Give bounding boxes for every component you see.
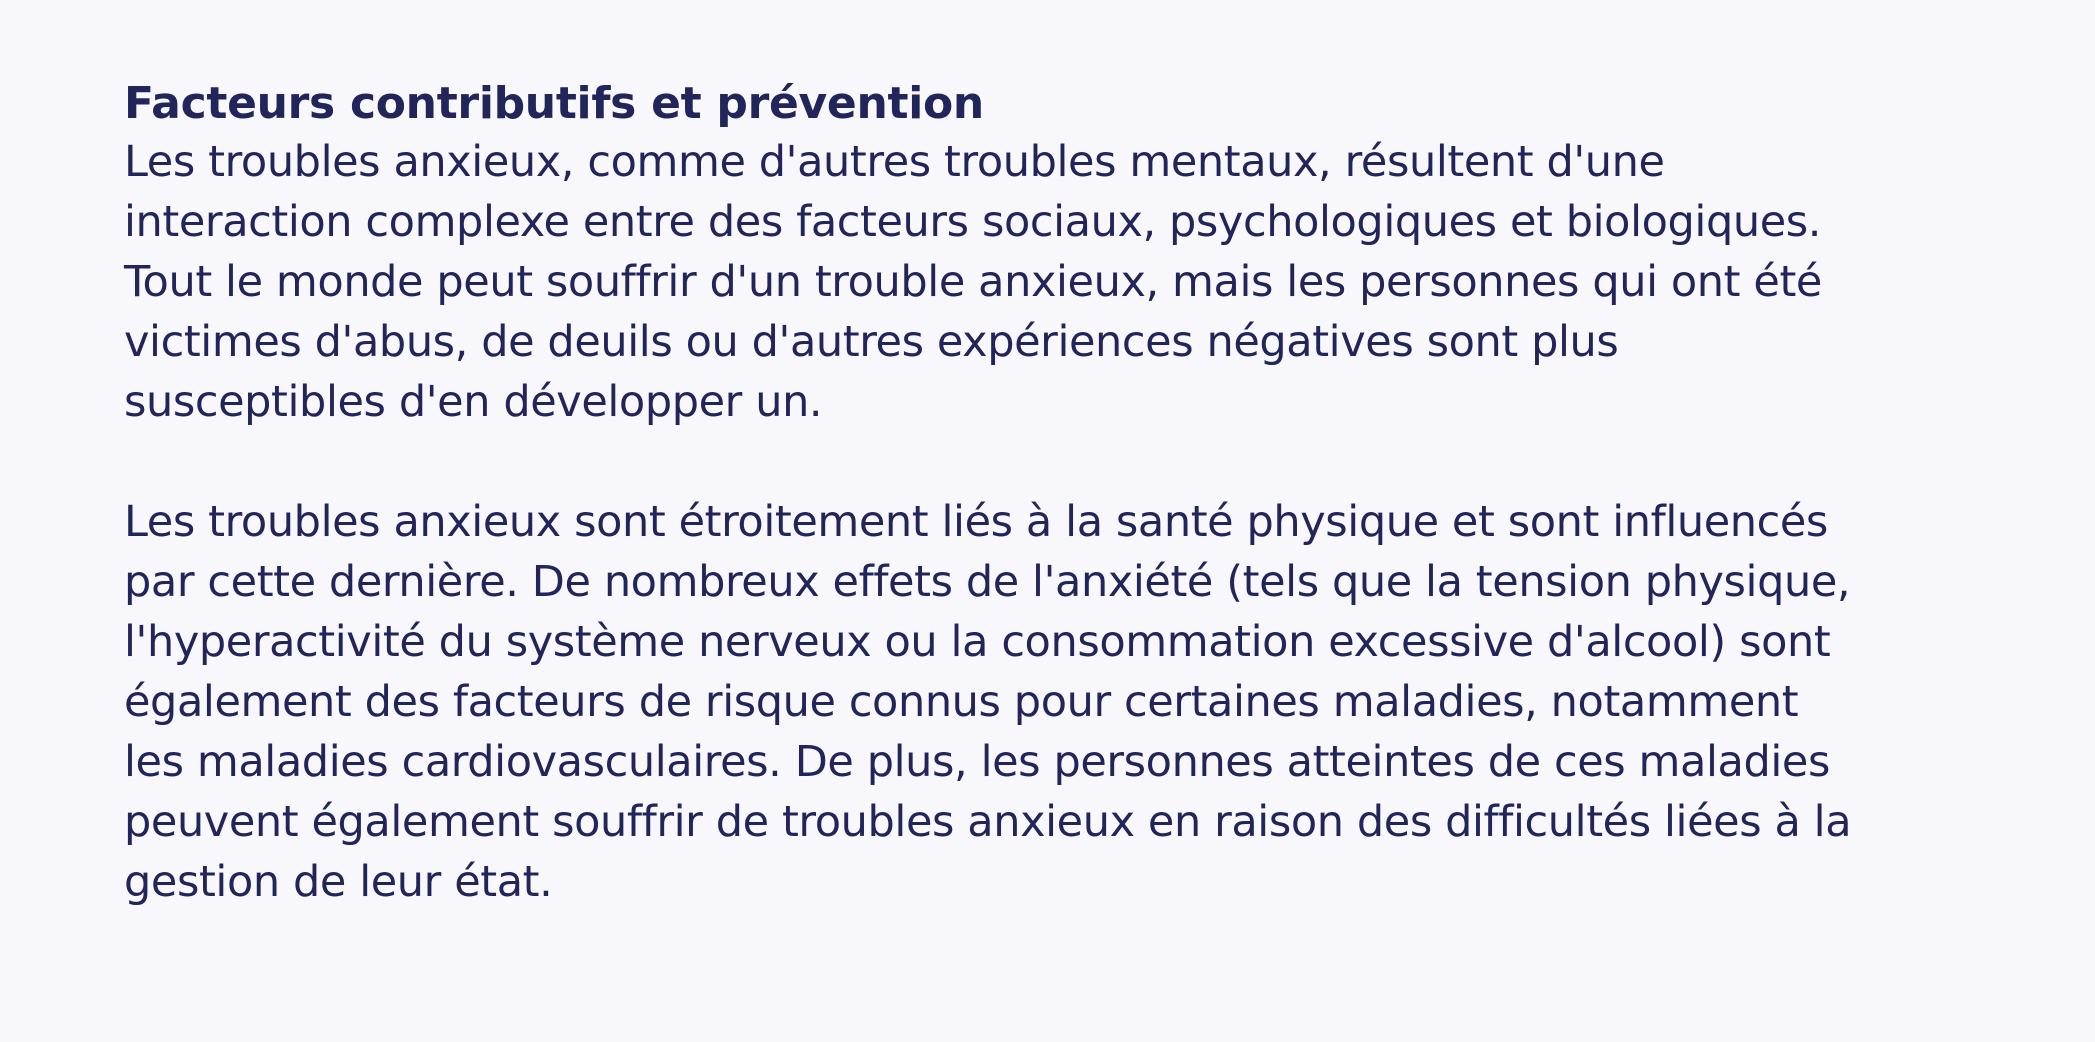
text-line: les maladies cardiovasculaires. De plus, les personnes atteintes de ces maladies bbox=[124, 737, 1830, 787]
text-line: victimes d'abus, de deuils ou d'autres expériences négatives sont plus bbox=[124, 317, 1619, 367]
text-line: Tout le monde peut souffrir d'un trouble anxieux, mais les personnes qui ont été bbox=[124, 257, 1822, 307]
article-content bbox=[124, 76, 2024, 912]
text-line: gestion de leur état. bbox=[124, 857, 553, 907]
section-title: Facteurs contributifs et prévention bbox=[124, 78, 984, 129]
text-line: susceptibles d'en développer un. bbox=[124, 377, 823, 427]
paragraph-physical-health bbox=[124, 492, 2024, 912]
text-line: Les troubles anxieux sont étroitement liés à la santé physique et sont influencés bbox=[124, 497, 1828, 547]
text-line: l'hyperactivité du système nerveux ou la consommation excessive d'alcool) sont bbox=[124, 617, 1831, 667]
text-line: par cette dernière. De nombreux effets de l'anxiété (tels que la tension physique, bbox=[124, 557, 1851, 607]
paragraph-risk-factors bbox=[124, 132, 2024, 432]
text-line: interaction complexe entre des facteurs sociaux, psychologiques et biologiques. bbox=[124, 197, 1822, 247]
text-line: également des facteurs de risque connus pour certaines maladies, notamment bbox=[124, 677, 1799, 727]
text-line: peuvent également souffrir de troubles anxieux en raison des difficultés liées à la bbox=[124, 797, 1852, 847]
text-line: Les troubles anxieux, comme d'autres troubles mentaux, résultent d'une bbox=[124, 137, 1665, 187]
